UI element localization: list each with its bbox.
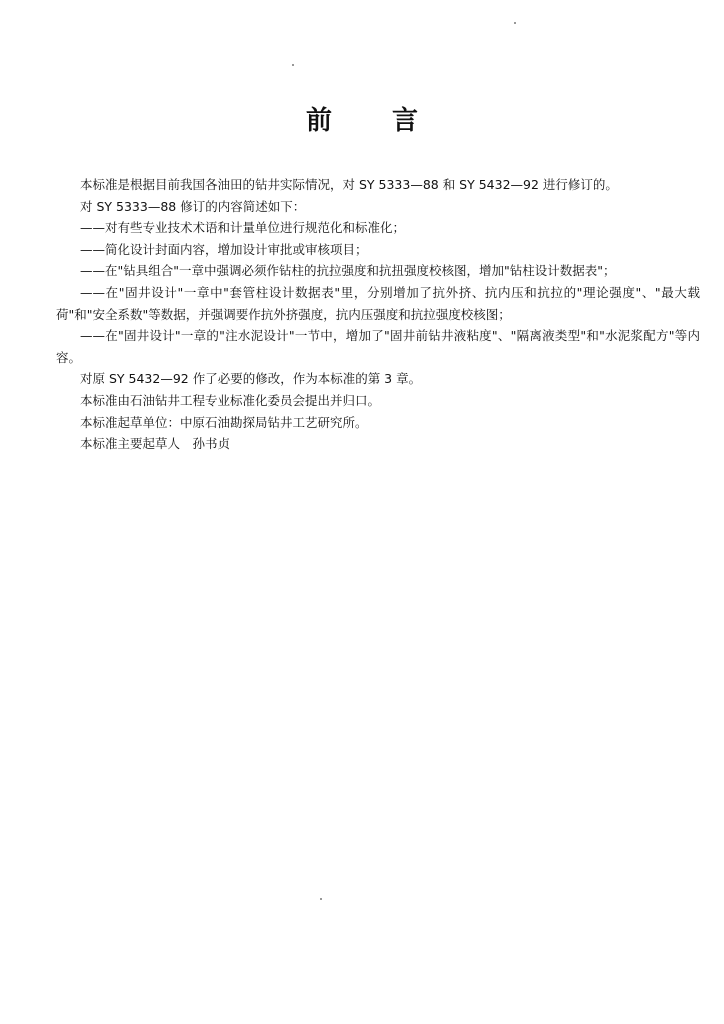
paragraph: 本标准由石油钻井工程专业标准化委员会提出并归口。 <box>80 392 381 408</box>
paragraph: ——对有些专业技术术语和计量单位进行规范化和标准化； <box>80 220 406 236</box>
paragraph: 对原 SY 5432—92 作了必要的修改，作为本标准的第 3 章。 <box>80 371 422 387</box>
document-body <box>56 174 700 455</box>
paragraph: ——在"钻具组合"一章中强调必须作钻柱的抗拉强度和抗扭强度校核图，增加"钻柱设计数据表"； <box>80 263 616 279</box>
scan-speck <box>320 898 322 900</box>
paragraph: 本标准主要起草人 孙书贞 <box>80 436 231 452</box>
paragraph: 本标准起草单位：中原石油勘探局钻井工艺研究所。 <box>80 414 368 430</box>
scan-speck <box>292 64 294 66</box>
title-char: 言 <box>392 106 419 136</box>
page-title <box>0 100 724 137</box>
paragraph: ——在"固井设计"一章的"注水泥设计"一节中，增加了"固井前钻井液粘度"、"隔离液类型"和"水泥浆配方"等内容。 <box>56 328 700 365</box>
paragraph: 本标准是根据目前我国各油田的钻井实际情况，对 SY 5333—88 和 SY 5432—92 进行修订的。 <box>80 177 618 192</box>
scan-speck <box>514 22 516 24</box>
paragraph: ——简化设计封面内容，增加设计审批或审核项目； <box>80 241 368 257</box>
title-char: 前 <box>305 106 332 136</box>
paragraph: ——在"固井设计"一章中"套管柱设计数据表"里，分别增加了抗外挤、抗内压和抗拉的"理论强度"、"最大载荷"和"安全系数"等数据，并强调要作抗外挤强度，抗内压强度和抗拉强度校核图； <box>56 284 700 322</box>
paragraph: 对 SY 5333—88 修订的内容简述如下： <box>80 198 306 214</box>
